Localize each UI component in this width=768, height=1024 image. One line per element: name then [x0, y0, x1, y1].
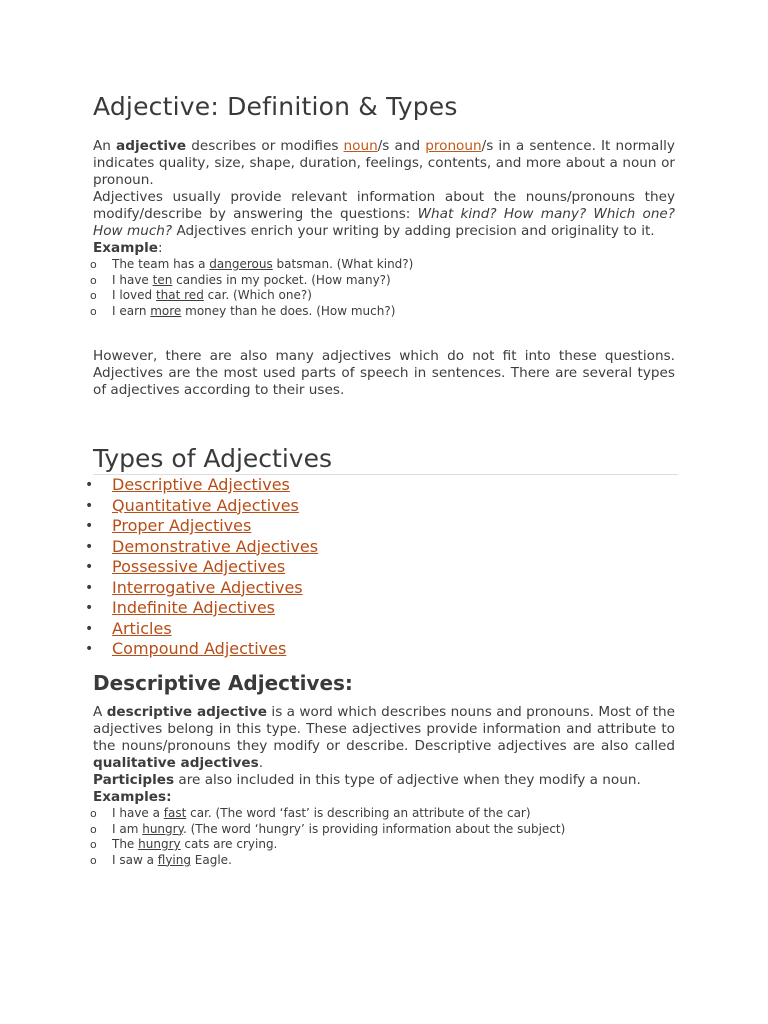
list-item: [90, 257, 675, 273]
list-item: [90, 303, 675, 320]
text-run: money than he does. (How much?): [181, 303, 396, 318]
bullet-icon: •: [85, 559, 94, 575]
list-item: [85, 536, 319, 558]
text-run: cats are crying.: [180, 837, 278, 852]
circle-bullet-icon: o: [90, 853, 97, 867]
text-run: I saw a: [112, 852, 158, 867]
text-run: I earn: [112, 303, 151, 318]
link-possessive-adjectives[interactable]: Possessive Adjectives: [112, 557, 286, 576]
example-label: [93, 240, 675, 257]
list-item: [90, 837, 675, 853]
example-list: [90, 257, 675, 319]
page-title: Adjective: Definition & Types: [93, 92, 458, 121]
bullet-icon: •: [85, 477, 94, 493]
underlined-word: flying: [157, 852, 191, 867]
examples-label-text: Examples: [93, 789, 167, 805]
bullet-icon: •: [85, 620, 94, 637]
list-item: [85, 495, 318, 517]
link-interrogative-adjectives[interactable]: Interrogative Adjectives: [112, 577, 303, 597]
list-item: [85, 639, 318, 660]
underlined-word: ten: [152, 272, 173, 287]
descriptive-paragraph-2: [93, 772, 675, 789]
link-quantitative-adjectives[interactable]: Quantitative Adjectives: [112, 495, 299, 515]
text-run: The team has a: [112, 257, 210, 271]
term-descriptive-adjective: descriptive adjective: [106, 704, 268, 720]
descriptive-section: [90, 704, 676, 868]
list-item: [85, 475, 318, 496]
text-run: .: [258, 755, 264, 771]
bullet-icon: •: [85, 497, 94, 514]
text-run: Adjectives usually provide relevant information about the nouns/pronouns they modify/describe by answering the questions:: [93, 189, 675, 222]
descriptive-heading: Descriptive Adjectives:: [93, 671, 353, 695]
text-run: I have: [112, 272, 153, 287]
list-item: [85, 618, 318, 640]
link-pronoun[interactable]: pronoun: [425, 138, 482, 154]
questions-italic: What kind? How many? Which one? How much?: [93, 206, 676, 239]
types-list: [85, 475, 319, 660]
link-proper-adjectives[interactable]: Proper Adjectives: [112, 516, 252, 535]
text-run: An: [93, 138, 117, 154]
circle-bullet-icon: o: [90, 289, 97, 303]
text-run: car. (Which one?): [203, 288, 312, 303]
list-item: [90, 272, 675, 289]
text-run: A: [93, 704, 107, 720]
types-heading: Types of Adjectives: [93, 444, 332, 473]
text-run: Adjectives enrich your writing by adding precision and originality to it.: [172, 223, 655, 239]
bullet-icon: •: [85, 641, 94, 657]
list-item: [90, 806, 675, 822]
list-item: [90, 821, 675, 838]
underlined-word: more: [150, 303, 182, 318]
circle-bullet-icon: o: [90, 258, 97, 271]
term-qualitative-adjectives: qualitative adjectives: [93, 755, 259, 771]
however-paragraph: However, there are also many adjectives which do not fit into these questions. Adjectives are the most used parts of speech in sentences. There are several types of adjectives according to their uses.: [93, 348, 675, 398]
underlined-word: dangerous: [209, 257, 273, 271]
link-noun[interactable]: noun: [343, 138, 378, 154]
link-demonstrative-adjectives[interactable]: Demonstrative Adjectives: [112, 536, 319, 556]
bullet-icon: •: [85, 579, 94, 596]
text-run: /s in a sentence. It normally indicates quality, size, shape, duration, feelings, contents, and more about a noun or pronoun.: [93, 138, 675, 188]
link-indefinite-adjectives[interactable]: Indefinite Adjectives: [112, 598, 275, 617]
examples-label: [93, 789, 675, 806]
text-run: batsman. (What kind?): [272, 257, 414, 271]
list-item: [85, 598, 318, 619]
circle-bullet-icon: o: [90, 822, 97, 836]
text-run: I am: [112, 821, 143, 836]
text-run: describes or modifies: [186, 138, 344, 154]
list-item: [85, 577, 318, 599]
link-articles[interactable]: Articles: [112, 618, 172, 638]
circle-bullet-icon: o: [90, 838, 97, 852]
text-run: /s and: [377, 138, 426, 154]
underlined-word: hungry: [142, 821, 183, 836]
intro-paragraph-2: [93, 189, 675, 240]
example-label-text: Example: [93, 240, 159, 256]
text-run: are also included in this type of adjective when they modify a noun.: [174, 772, 641, 788]
intro-paragraph-1: [93, 138, 675, 189]
text-run: The: [112, 837, 139, 852]
circle-bullet-icon: o: [90, 304, 97, 318]
text-run: I loved: [112, 288, 156, 303]
colon: :: [158, 240, 163, 256]
link-compound-adjectives[interactable]: Compound Adjectives: [112, 639, 287, 658]
circle-bullet-icon: o: [90, 807, 97, 820]
term-adjective: adjective: [116, 138, 187, 154]
text-run: Eagle.: [190, 852, 232, 867]
text-run: I have a: [112, 806, 164, 820]
intro-section: [90, 138, 676, 319]
list-item: [85, 516, 318, 537]
term-participles: Participles: [93, 772, 175, 788]
text-run: candies in my pocket. (How many?): [172, 272, 391, 287]
text-run: is a word which describes nouns and pronouns. Most of the adjectives belong in this type. These adjectives provide information and attribute to the nouns/pronouns they modify or describe. Descriptive adjectives are also called: [93, 704, 676, 754]
descriptive-example-list: [90, 806, 675, 868]
text-run: . (The word ‘hungry’ is providing information about the subject): [182, 821, 566, 836]
link-descriptive-adjectives[interactable]: Descriptive Adjectives: [112, 475, 290, 494]
descriptive-paragraph-1: [93, 704, 675, 772]
however-section: [93, 348, 675, 399]
bullet-icon: •: [85, 600, 94, 616]
bullet-icon: •: [85, 518, 94, 534]
circle-bullet-icon: o: [90, 273, 97, 287]
list-item: [90, 288, 675, 304]
colon: :: [166, 789, 172, 805]
list-item: [85, 557, 318, 578]
list-item: [90, 852, 675, 869]
bullet-icon: •: [85, 538, 94, 555]
text-run: car. (The word ‘fast’ is describing an attribute of the car): [186, 806, 531, 820]
underlined-word: that red: [155, 288, 204, 303]
underlined-word: hungry: [138, 837, 181, 852]
underlined-word: fast: [163, 806, 187, 820]
